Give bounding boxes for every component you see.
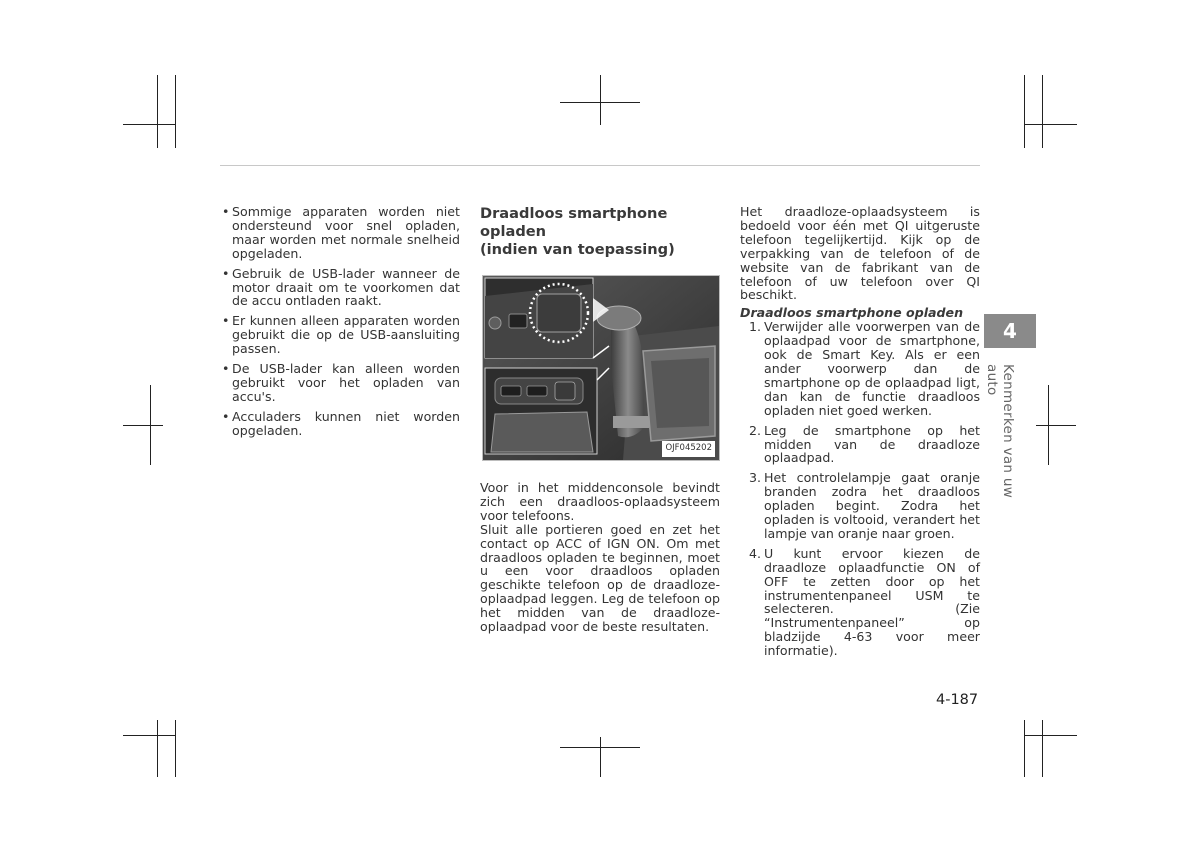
crop-mark — [1042, 720, 1043, 777]
crop-mark — [1024, 124, 1077, 125]
crop-mark — [1024, 735, 1077, 736]
crop-mark — [123, 425, 163, 426]
right-column — [740, 205, 980, 664]
crop-mark — [1042, 75, 1043, 148]
step-number: 2. — [749, 422, 762, 438]
step-number: 3. — [749, 470, 762, 486]
bullet-list — [222, 205, 460, 438]
list-item: • Gebruik de USB-lader wanneer de motor draait om te voorkomen dat de accu ontladen raakt. — [222, 267, 460, 309]
list-item — [740, 471, 980, 541]
figure-code: OJF045202 — [662, 441, 715, 457]
subheading: Draadloos smartphone opladen — [740, 305, 964, 321]
list-item — [740, 547, 980, 658]
intro-paragraph: Het draadloze-oplaadsysteem is bedoeld voor één met QI uitgeruste telefoon tegelijkertijd. Kijk op de verpakking van de telefoon of de website van de fabrikant van de telefoon of uw telefoon over QI beschikt. — [740, 204, 980, 303]
crop-mark — [123, 735, 176, 736]
crop-mark — [600, 75, 601, 125]
list-item: • Sommige apparaten worden niet ondersteund voor snel opladen, maar worden met normale snelheid opgeladen. — [222, 205, 460, 261]
chapter-title: Kenmerken van uw auto — [984, 364, 1016, 499]
section-title — [480, 205, 720, 259]
page-number: 4-187 — [936, 692, 979, 708]
list-item: • De USB-lader kan alleen worden gebruikt voor het opladen van accu's. — [222, 362, 460, 404]
header-rule — [220, 165, 980, 166]
crop-mark — [1024, 75, 1025, 148]
step-text: Verwijder alle voorwerpen van de oplaadpad voor de smartphone, ook de Smart Key. Als er een ander voorwerp dan de smartphone op de oplaadpad ligt, dan kan de functie draadloos opladen niet goed werken. — [764, 319, 980, 418]
step-text: Het controlelampje gaat oranje branden zodra het draadloos opladen begint. Zodra het opladen is voltooid, verandert het lampje van oranje naar groen. — [764, 470, 980, 541]
section-title-line: Draadloos smartphone opladen — [480, 205, 668, 240]
crop-mark — [150, 385, 151, 465]
chapter-tab: 4 — [984, 314, 1036, 348]
crop-mark — [157, 720, 158, 777]
list-item — [740, 424, 980, 466]
step-number: 1. — [749, 319, 762, 335]
step-number: 4. — [749, 545, 762, 561]
crop-mark — [175, 75, 176, 148]
crop-mark — [123, 124, 176, 125]
step-text: Leg de smartphone op het midden van de draadloze oplaadpad. — [764, 422, 980, 466]
crop-mark — [600, 737, 601, 777]
section-title-line: (indien van toepassing) — [480, 241, 675, 258]
body-paragraph: Sluit alle portieren goed en zet het contact op ACC of IGN ON. Om met draadloos opladen te beginnen, moet u een voor draadloos opladen geschikte telefoon op de draadloze-oplaadpad leggen. Leg de telefoon op het midden van de draadloze-oplaadpad voor de beste resultaten. — [480, 521, 720, 635]
body-paragraph: Voor in het middenconsole bevindt zich een draadloos-oplaadsysteem voor telefoons. — [480, 480, 720, 523]
step-text: U kunt ervoor kiezen de draadloze oplaadfunctie ON of OFF te zetten door op het instrumentenpaneel USM te selecteren. (Zie “Instrumentenpaneel” op bladzijde 4-63 voor meer informatie). — [764, 545, 980, 659]
list-item: • Acculaders kunnen niet worden opgeladen. — [222, 410, 460, 438]
list-item — [740, 320, 980, 417]
crop-mark — [175, 720, 176, 777]
crop-mark — [1048, 385, 1049, 465]
left-column — [222, 205, 460, 444]
list-item: • Er kunnen alleen apparaten worden gebruikt die op de USB-aansluiting passen. — [222, 314, 460, 356]
console-figure — [482, 275, 720, 461]
crop-mark — [1024, 720, 1025, 777]
crop-mark — [157, 75, 158, 148]
middle-column — [480, 205, 720, 634]
steps-list — [740, 320, 980, 658]
console-illustration — [483, 276, 719, 460]
crop-mark — [1036, 425, 1076, 426]
